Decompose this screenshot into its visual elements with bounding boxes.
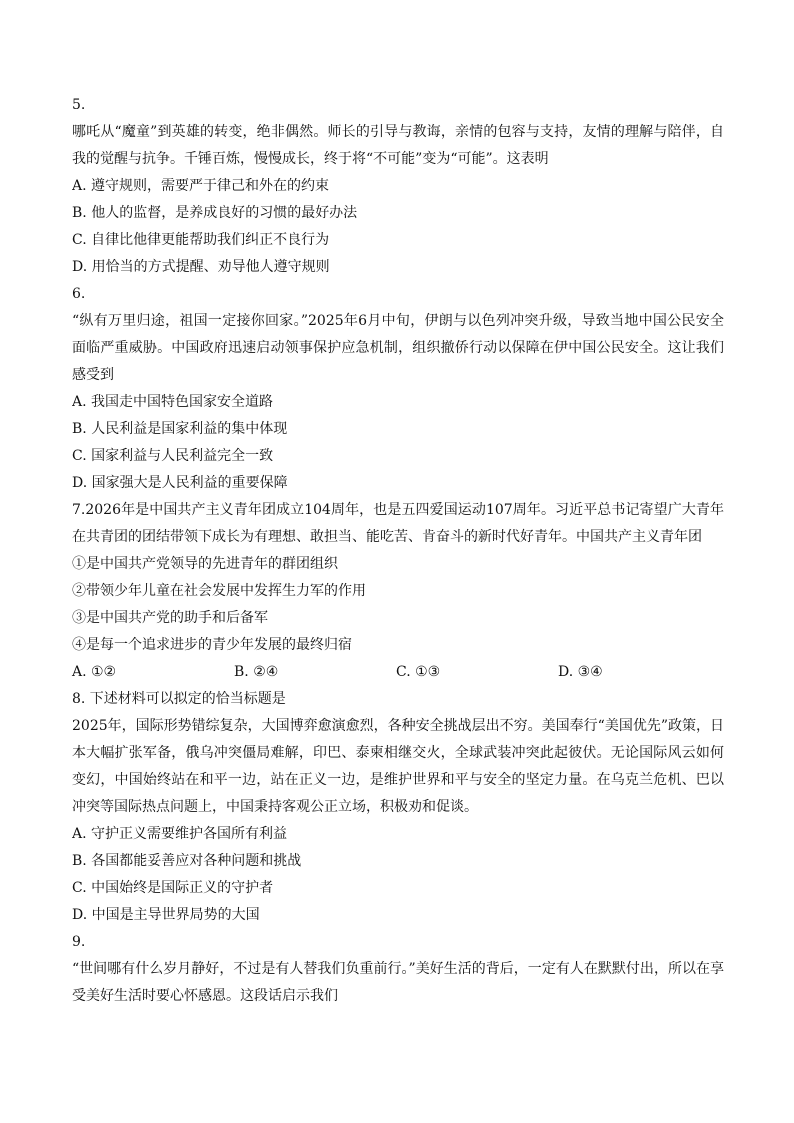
question-stem: “世间哪有什么岁月静好，不过是有人替我们负重前行。”美好生活的背后，一定有人在默默付出，所以在享受美好生活时要心怀感恩。这段话启示我们 (72, 961, 724, 1004)
question-number: 5. (72, 97, 86, 113)
question-number: 9. (72, 934, 86, 950)
option-a[interactable]: A. 我国走中国特色国家安全道路 (72, 394, 274, 410)
options-row (72, 659, 724, 686)
option-d[interactable]: D. ③④ (558, 664, 603, 680)
option-b[interactable]: B. 人民利益是国家利益的集中体现 (72, 421, 288, 437)
option-b[interactable]: B. 各国都能妥善应对各种问题和挑战 (72, 853, 302, 869)
statement-1: ①是中国共产党领导的先进青年的群团组织 (72, 556, 338, 572)
statement-2: ②带领少年儿童在社会发展中发挥生力军的作用 (72, 583, 366, 599)
question-title: 8. 下述材料可以拟定的恰当标题是 (72, 691, 286, 707)
question-stem: 7.2026年是中国共产主义青年团成立104周年，也是五四爱国运动107周年。习近平总书记寄望广大青年在共青团的团结带领下成长为有理想、敢担当、能吃苦、肯奋斗的新时代好青年。中国共产主义青年团 (72, 502, 724, 545)
option-b[interactable]: B. 他人的监督，是养成良好的习惯的最好办法 (72, 205, 358, 221)
statement-4: ④是每一个追求进步的青少年发展的最终归宿 (72, 637, 352, 653)
option-c[interactable]: C. 国家利益与人民利益完全一致 (72, 448, 274, 464)
question-number: 6. (72, 286, 86, 302)
question-7 (72, 497, 724, 686)
option-b[interactable]: B. ②④ (234, 664, 279, 680)
option-a[interactable]: A. 遵守规则，需要严于律己和外在的约束 (72, 178, 330, 194)
option-a[interactable]: A. 守护正义需要维护各国所有利益 (72, 826, 288, 842)
question-stem: “纵有万里归途，祖国一定接你回家。”2025年6月中旬，伊朗与以色列冲突升级，导致当地中国公民安全面临严重威胁。中国政府迅速启动领事保护应急机制，组织撤侨行动以保障在伊中国公民安全。这让我们感受到 (72, 313, 724, 383)
question-8 (72, 686, 724, 929)
option-d[interactable]: D. 中国是主导世界局势的大国 (72, 907, 260, 923)
option-c[interactable]: C. 自律比他律更能帮助我们纠正不良行为 (72, 232, 330, 248)
statement-3: ③是中国共产党的助手和后备军 (72, 610, 268, 626)
option-c[interactable]: C. ①③ (396, 664, 441, 680)
question-5 (72, 92, 724, 281)
question-stem: 哪吒从“魔童”到英雄的转变，绝非偶然。师长的引导与教诲，亲情的包容与支持，友情的理解与陪伴，自我的觉醒与抗争。千锤百炼，慢慢成长，终于将“不可能”变为“可能”。这表明 (72, 124, 724, 167)
option-d[interactable]: D. 用恰当的方式提醒、劝导他人遵守规则 (72, 259, 330, 275)
question-material: 2025年，国际形势错综复杂，大国博弈愈演愈烈，各种安全挑战层出不穷。美国奉行“美国优先”政策，日本大幅扩张军备，俄乌冲突僵局难解，印巴、泰柬相继交火，全球武装冲突此起彼伏。无论国际风云如何变幻，中国始终站在和平一边，站在正义一边，是维护世界和平与安全的坚定力量。在乌克兰危机、巴以冲突等国际热点问题上，中国秉持客观公正立场，积极劝和促谈。 (72, 718, 724, 815)
question-9 (72, 929, 724, 1010)
option-c[interactable]: C. 中国始终是国际正义的守护者 (72, 880, 274, 896)
option-a[interactable]: A. ①② (72, 664, 117, 680)
question-6 (72, 281, 724, 497)
option-d[interactable]: D. 国家强大是人民利益的重要保障 (72, 475, 288, 491)
